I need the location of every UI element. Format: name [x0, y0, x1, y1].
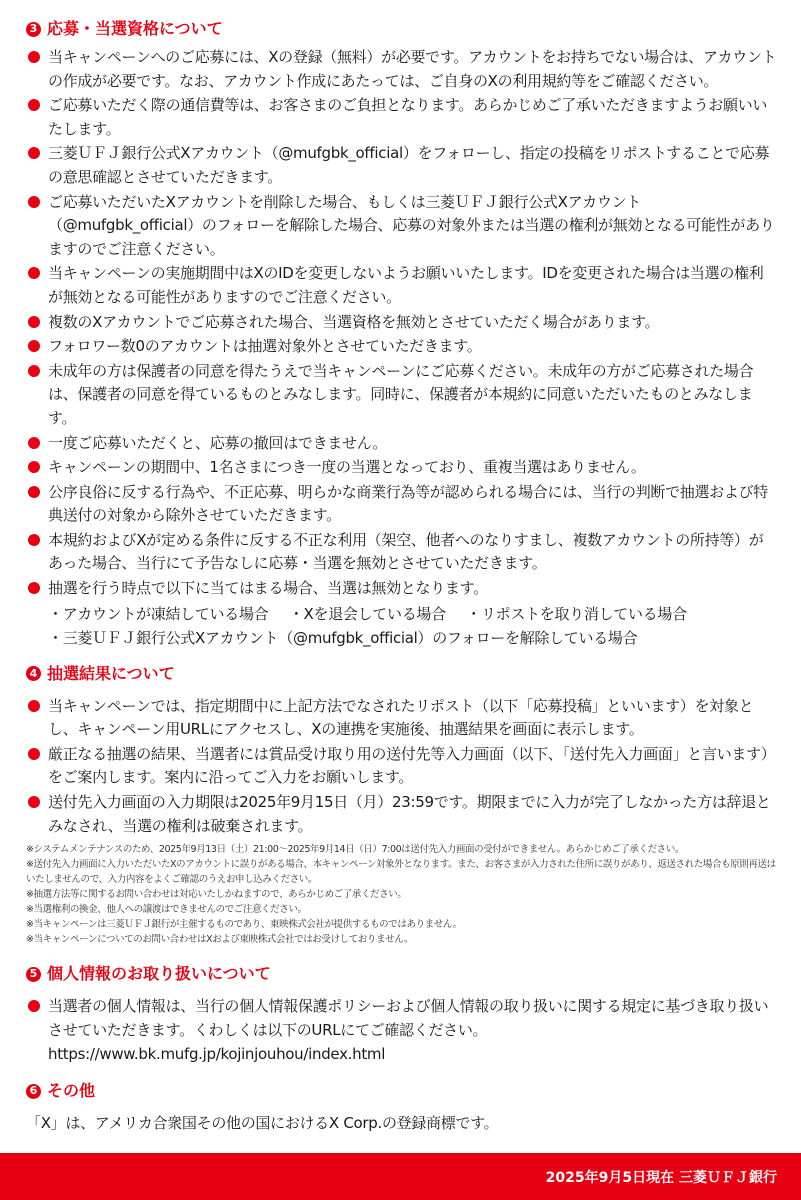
section-4-list — [26, 695, 778, 839]
list-item — [26, 142, 778, 189]
list-item — [26, 481, 778, 528]
sub-item: ・アカウントが凍結している場合 — [48, 604, 269, 623]
trademark-notice: 「X」は、アメリカ合衆国その他の国におけるX Corp.の登録商標です。 — [26, 1114, 499, 1133]
bullet-icon — [28, 316, 40, 328]
bullet-icon — [28, 486, 40, 498]
list-item — [26, 191, 778, 262]
section-3-heading — [26, 18, 778, 40]
bullet-icon — [28, 700, 40, 712]
list-item-text: 複数のXアカウントでご応募された場合、当選資格を無効とさせていただく場合があります。 — [48, 312, 660, 331]
list-item — [26, 995, 778, 1042]
list-item — [26, 94, 778, 141]
section-4-heading — [26, 663, 778, 685]
list-item-text: 公序良俗に反する行為や、不正応募、明らかな商業行為等が認められる場合には、当行の判断で抽選および特典送付の対象から除外させていただきます。 — [48, 482, 769, 525]
list-item — [26, 743, 778, 790]
privacy-policy-url[interactable]: https://www.bk.mufg.jp/kojinjouhou/index.html — [48, 1045, 386, 1064]
bullet-icon — [28, 796, 40, 808]
section-6-heading — [26, 1080, 778, 1102]
list-item — [26, 360, 778, 431]
list-item-text: 当キャンペーンへのご応募には、Xの登録（無料）が必要です。アカウントをお持ちでない場合は、アカウントの作成が必要です。なお、アカウント作成にあたっては、ご自身のXの利用規約等をご確認ください。 — [48, 48, 777, 90]
bullet-icon — [28, 196, 40, 208]
note: ※システムメンテナンスのため、2025年9月13日（土）21:00〜2025年9月14日（日）7:00は送付先入力画面の受付ができません。あらかじめご了承ください。 — [26, 844, 684, 856]
note: ※当キャンペーンについてのお問い合わせはXおよび東映株式会社ではお受けしておりません。 — [26, 934, 413, 946]
section-number-badge: 6 — [26, 1084, 41, 1099]
footer-date-bank: 2025年9月5日現在 三菱ＵＦＪ銀行 — [545, 1170, 777, 1186]
bullet-icon — [28, 461, 40, 473]
note: ※抽選方法等に関するお問い合わせは対応いたしかねますので、あらかじめご了承ください。 — [26, 889, 407, 901]
bullet-icon — [28, 99, 40, 111]
list-item — [26, 335, 778, 359]
list-item — [26, 529, 778, 576]
list-item-text: 送付先入力画面の入力期限は2025年9月15日（月）23:59です。期限までに入力が完了しなかった方は辞退とみなされ、当選の権利は破棄されます。 — [48, 793, 771, 835]
section-title: 個人情報のお取り扱いについて — [47, 964, 271, 984]
list-item — [26, 262, 778, 309]
bullet-icon — [28, 267, 40, 279]
bullet-icon — [28, 534, 40, 546]
list-item-text: キャンペーンの期間中、1名さまにつき一度の当選となっており、重複当選はありません。 — [48, 458, 646, 477]
list-item — [26, 695, 778, 742]
list-item-text: フォロワー数0のアカウントは抽選対象外とさせていただきます。 — [48, 337, 482, 356]
section-5-list — [26, 995, 778, 1042]
bullet-icon — [28, 437, 40, 449]
section-title: 応募・当選資格について — [47, 19, 223, 38]
bullet-icon — [28, 748, 40, 760]
section-4-notes — [26, 842, 778, 947]
list-item-text: ご応募いただく際の通信費等は、お客さまのご負担となります。あらかじめご了承いただきますようお願いいたします。 — [48, 96, 768, 138]
bullet-icon — [28, 147, 40, 159]
section-title: その他 — [47, 1081, 96, 1101]
invalid-conditions-row-2 — [26, 626, 778, 650]
section-5-heading — [26, 963, 778, 985]
note: ※当キャンペーンは三菱ＵＦＪ銀行が主催するものであり、東映株式会社が提供するものではありません。 — [26, 919, 462, 931]
bullet-icon — [28, 51, 40, 63]
list-item-text: 一度ご応募いただくと、応募の撤回はできません。 — [48, 433, 388, 452]
list-item — [26, 456, 778, 480]
list-item-text: ご応募いただいたXアカウントを削除した場合、もしくは三菱ＵＦＪ銀行公式Xアカウント（@mufgbk_official）のフォローを解除した場合、応募の対象外または当選の権利が無効となる可能性がありますのでご注意ください。 — [48, 192, 775, 258]
list-item-text: 本規約およびXが定める条件に反する不正な利用（架空、他者へのなりすまし、複数アカウントの所持等）があった場合、当行にて予告なしに応募・当選を無効とさせていただきます。 — [48, 530, 764, 573]
bullet-icon — [28, 365, 40, 377]
section-number-badge: 3 — [26, 22, 41, 37]
list-item-text: 当選者の個人情報は、当行の個人情報保護ポリシーおよび個人情報の取り扱いに関する規定に基づき取り扱いさせていただきます。くわしくは以下のURLにてご確認ください。 — [48, 997, 769, 1039]
list-item — [26, 791, 778, 838]
list-item-text: 抽選を行う時点で以下に当てはまる場合、当選は無効となります。 — [48, 579, 488, 598]
bullet-icon — [28, 1000, 40, 1012]
sub-item: ・三菱ＵＦＪ銀行公式Xアカウント（@mufgbk_official）のフォローを解除している場合 — [48, 628, 638, 647]
sub-item: ・リポストを取り消している場合 — [466, 604, 687, 623]
list-item — [26, 432, 778, 456]
sub-item: ・Xを退会している場合 — [288, 604, 446, 623]
list-item-text: 当キャンペーンの実施期間中はXのIDを変更しないようお願いいたします。IDを変更された場合は当選の権利が無効となる可能性がありますのでご注意ください。 — [48, 264, 764, 306]
note: ※送付先入力画面に入力いただいたXのアカウントに誤りがある場合、本キャンペーン対象外となります。また、お客さまが入力された住所に誤りがあり、返送された場合も原則再送はいたしませんので、入力内容をよくご確認のうえお申し込みください。 — [26, 859, 776, 886]
section-number-badge: 4 — [26, 666, 41, 681]
list-item-text: 未成年の方は保護者の同意を得たうえで当キャンペーンにご応募ください。未成年の方がご応募された場合は、保護者の同意を得ているものとみなします。同時に、保護者が本規約に同意いただいたものとみなします。 — [48, 361, 754, 427]
bullet-icon — [28, 340, 40, 352]
section-number-badge: 5 — [26, 967, 41, 982]
bullet-icon — [28, 582, 40, 594]
note: ※当選権利の換金、他人への譲渡はできませんのでご注意ください。 — [26, 904, 307, 916]
list-item-text: 厳正なる抽選の結果、当選者には賞品受け取り用の送付先等入力画面（以下、「送付先入力画面」と言います）をご案内します。案内に沿ってご入力をお願いします。 — [48, 744, 776, 787]
terms-content — [26, 18, 778, 1135]
invalid-conditions-row-1 — [26, 602, 778, 626]
list-item — [26, 577, 778, 601]
list-item — [26, 46, 778, 93]
list-item-text: 三菱ＵＦＪ銀行公式Xアカウント（@mufgbk_official）をフォローし、指定の投稿をリポストすることで応募の意思確認とさせていただきます。 — [48, 144, 770, 186]
footer-bar — [0, 1153, 801, 1200]
list-item-text: 当キャンペーンでは、指定期間中に上記方法でなされたリポスト（以下「応募投稿」といいます）を対象とし、キャンペーン用URLにアクセスし、Xの連携を実施後、抽選結果を画面に表示します。 — [48, 696, 754, 739]
section-title: 抽選結果について — [47, 663, 175, 683]
section-3-list — [26, 46, 778, 601]
list-item — [26, 311, 778, 335]
